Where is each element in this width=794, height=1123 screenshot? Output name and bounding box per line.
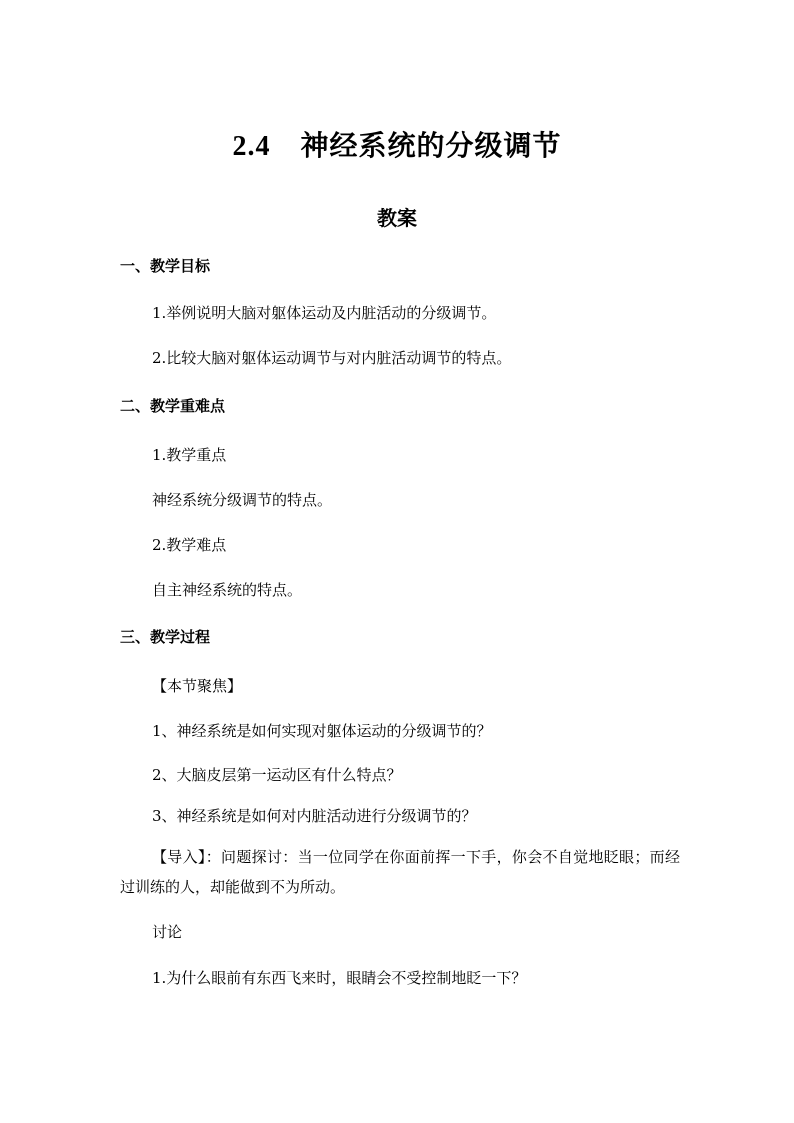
- discussion-question: 1.为什么眼前有东西飞来时，眼睛会不受控制地眨一下？: [152, 969, 527, 987]
- key-point-label: 1.教学重点: [152, 446, 227, 464]
- objective-item: 1.举例说明大脑对躯体运动及内脏活动的分级调节。: [152, 304, 497, 322]
- key-point-text: 神经系统分级调节的特点。: [152, 491, 333, 509]
- difficulty-label: 2.教学难点: [152, 536, 227, 554]
- title-text: 神经系统的分级调节: [300, 129, 562, 162]
- intro-text: 问题探讨：当一位同学在你面前挥一下手，你会不自觉地眨眼；而经过训练的人，却能做到不为所动。: [120, 848, 680, 896]
- intro-paragraph: [120, 842, 680, 902]
- page-subtitle: 教案: [377, 206, 417, 230]
- intro-label: 【导入】：: [152, 848, 222, 866]
- discussion-label: 讨论: [152, 923, 183, 941]
- section-heading-process: 三、教学过程: [120, 628, 211, 646]
- difficulty-text: 自主神经系统的特点。: [152, 581, 303, 599]
- focus-question: 2、大脑皮层第一运动区有什么特点？: [152, 766, 402, 784]
- section-heading-objectives: 一、教学目标: [120, 257, 211, 275]
- page-title: [0, 124, 794, 164]
- objective-item: 2.比较大脑对躯体运动调节与对内脏活动调节的特点。: [152, 349, 512, 367]
- title-number: 2.4: [232, 131, 271, 162]
- section-heading-key-points: 二、教学重难点: [120, 397, 226, 415]
- focus-question: 1、神经系统是如何实现对躯体运动的分级调节的？: [152, 722, 492, 740]
- focus-label: 【本节聚焦】: [152, 677, 243, 695]
- focus-question: 3、神经系统是如何对内脏活动进行分级调节的？: [152, 807, 477, 825]
